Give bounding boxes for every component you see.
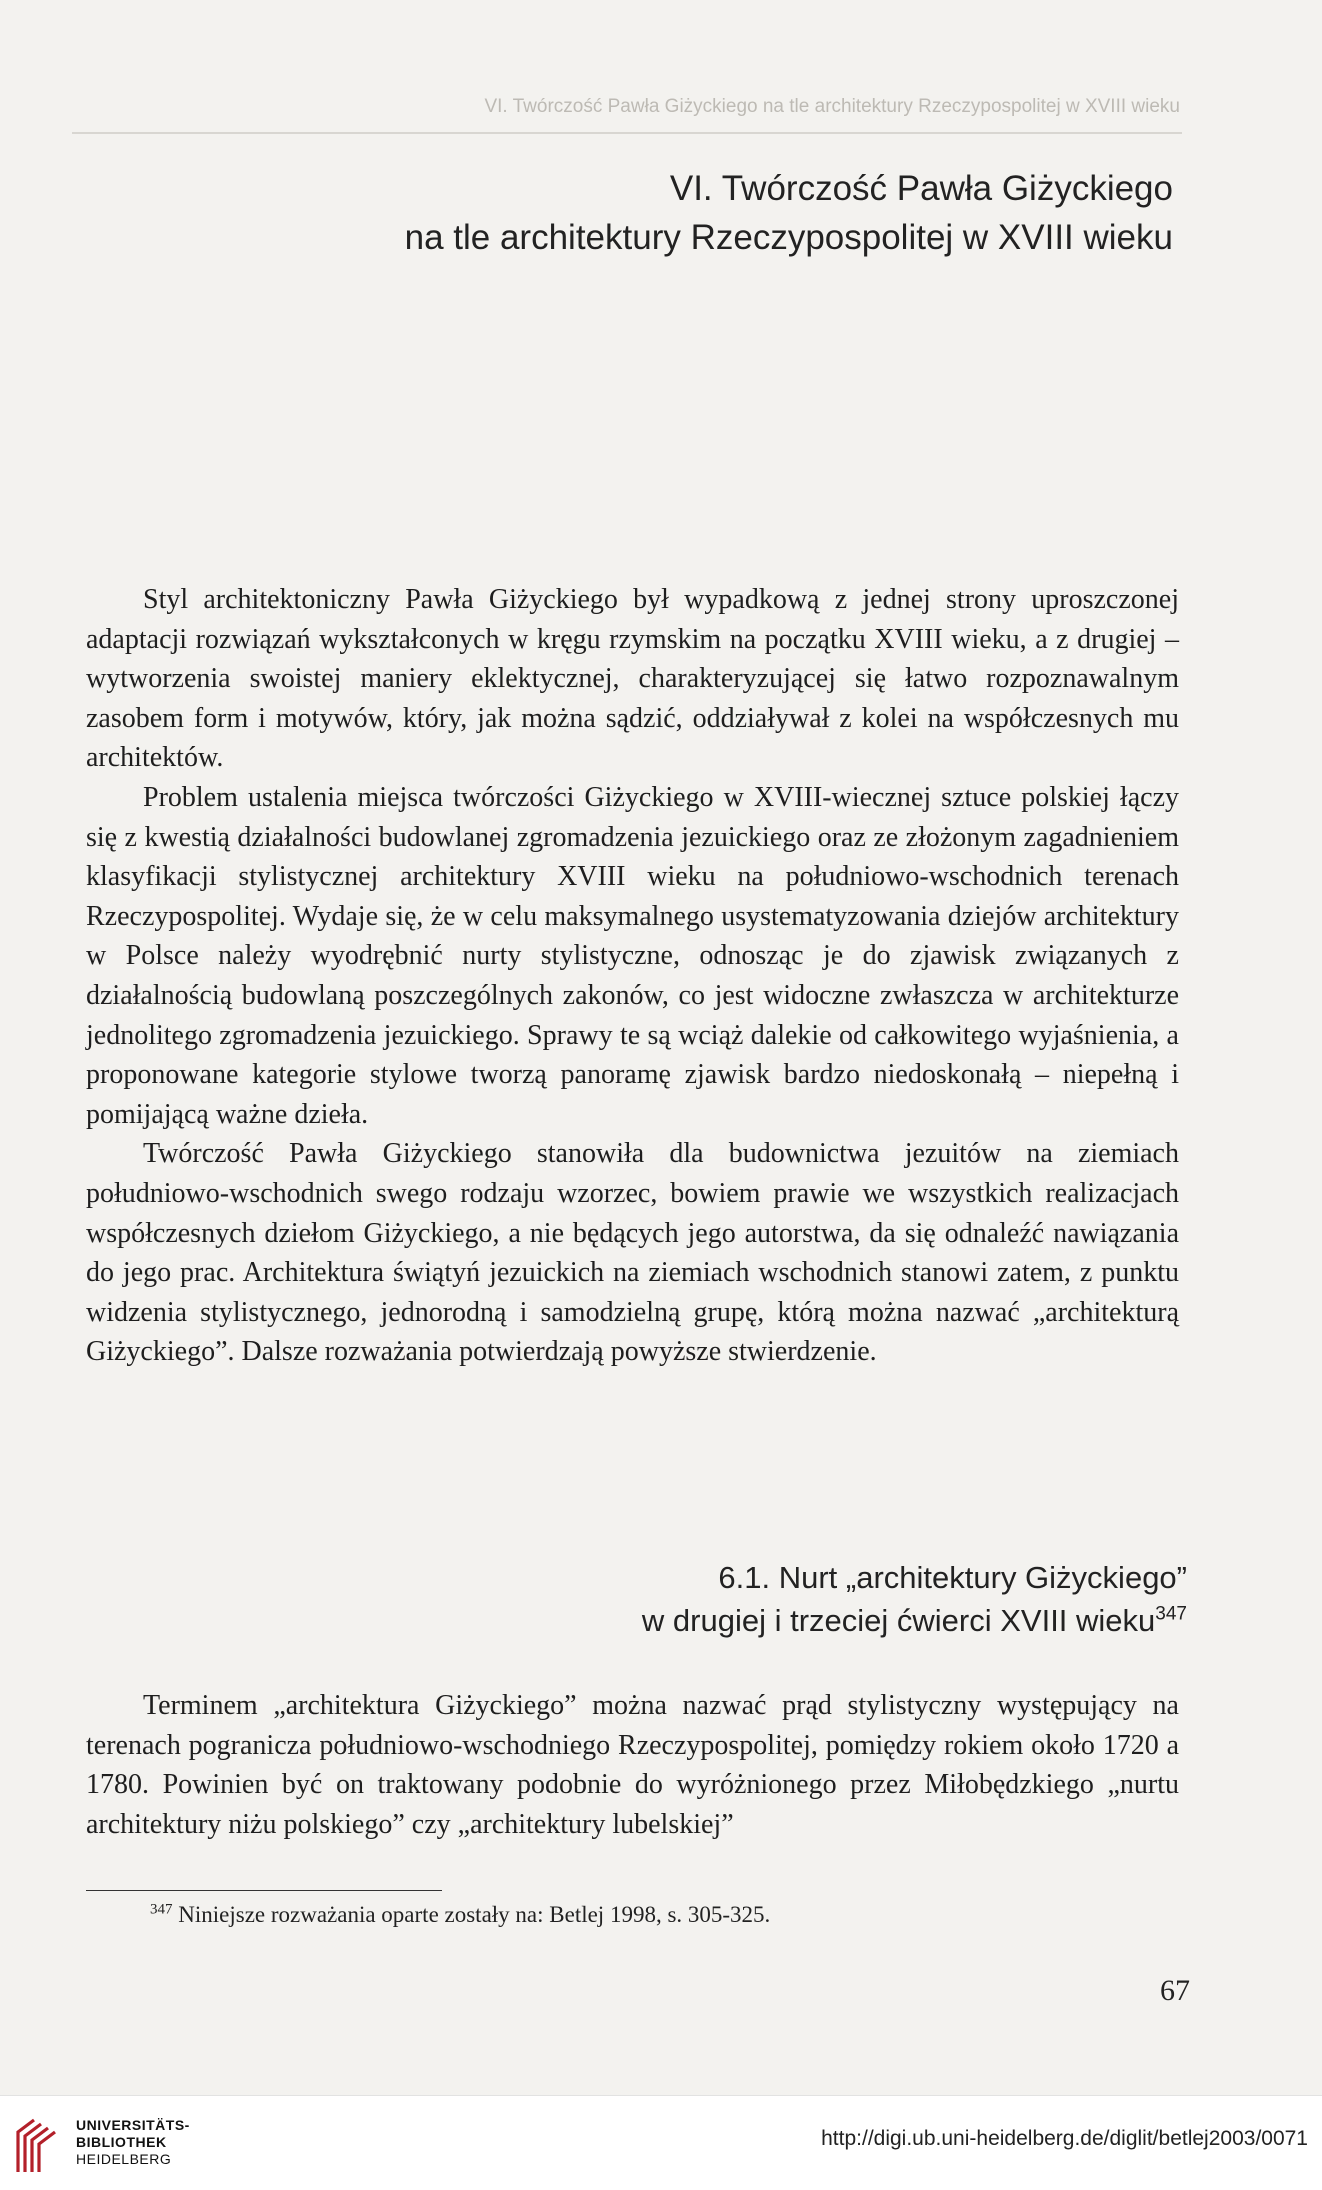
chapter-title-line-2: na tle architektury Rzeczypospolitej w XVIII wieku — [404, 218, 1173, 257]
footnote-reference[interactable]: 347 — [1155, 1603, 1187, 1625]
library-logo-icon[interactable] — [14, 2114, 64, 2174]
library-logo-text — [76, 2117, 190, 2168]
header-rule — [72, 132, 1182, 134]
footnote-text: Niniejsze rozważania oparte zostały na: Betlej 1998, s. 305-325. — [178, 1902, 771, 1927]
section-title-line-2 — [300, 1599, 1187, 1642]
chapter-title-line-1: VI. Twórczość Pawła Giżyckiego — [669, 169, 1173, 208]
section-title-line-1: 6.1. Nurt „architektury Giżyckiego” — [718, 1560, 1187, 1595]
paragraph: Styl architektoniczny Pawła Giżyckiego był wypadkową z jednej strony uproszczonej adaptacji rozwiązań wykształconych w kręgu rzymskim na początku XVIII wieku, a z drugiej – wytworzenia swoistej maniery eklektycznej, charakteryzującej się łatwo rozpoznawalnym zasobem form i motywów, który, jak można sądzić, oddziaływał z kolei na współczesnych mu architektów. — [86, 584, 1179, 774]
section-title-text: w drugiej i trzeciej ćwierci XVIII wieku — [641, 1603, 1156, 1638]
paragraph: Terminem „architektura Giżyckiego” można nazwać prąd stylistyczny występujący na terenach pogranicza południowo-wschodniego Rzeczypospolitej, pomiędzy rokiem około 1720 a 1780. Powinien być on traktowany podobnie do wyróżnionego przez Miłobędzkiego „nurtu architektury niżu polskiego” czy „architektury lubelskiej” — [86, 1690, 1179, 1840]
logo-line-2: BIBLIOTHEK — [76, 2134, 167, 2150]
logo-line-1: UNIVERSITÄTS- — [76, 2117, 190, 2133]
permalink-url[interactable]: http://digi.ub.uni-heidelberg.de/diglit/betlej2003/0071 — [821, 2127, 1308, 2150]
footnote-rule — [86, 1890, 442, 1891]
paragraph: Twórczość Pawła Giżyckiego stanowiła dla budownictwa jezuitów na ziemiach południowo-wschodnich swego rodzaju wzorzec, bowiem prawie we wszystkich realizacjach współczesnych dziełom Giżyckiego, a nie będących jego autorstwa, da się odnaleźć nawiązania do jego prac. Architektura świątyń jezuickich na ziemiach wschodnich stanowi zatem, z punktu widzenia stylistycznego, jednorodną i samodzielną grupę, którą można nazwać „architekturą Giżyckiego”. Dalsze rozważania potwierdzają powyższe stwierdzenie. — [86, 1138, 1179, 1368]
paragraph: Problem ustalenia miejsca twórczości Giżyckiego w XVIII-wiecznej sztuce polskiej łączy się z kwestią działalności budowlanej zgromadzenia jezuickiego oraz ze złożonym zagadnieniem klasyfikacji stylistycznej architektury XVIII wieku na południowo-wschodnich terenach Rzeczypospolitej. Wydaje się, że w celu maksymalnego usystematyzowania dziejów architektury w Polsce należy wyodrębnić nurty stylistyczne, odnosząc je do zjawisk związanych z działalnością budowlaną poszczególnych zakonów, co jest widoczne zwłaszcza w architekturze jednolitego zgromadzenia jezuickiego. Sprawy te są wciąż dalekie od całkowitego wyjaśnienia, a proponowane kategorie stylowe tworzą panoramę zjawisk bardzo niedoskonałą – niepełną i pomijającą ważne dzieła. — [86, 781, 1179, 1130]
section-title — [300, 1556, 1187, 1642]
chapter-title — [200, 164, 1173, 262]
logo-line-3: HEIDELBERG — [76, 2151, 172, 2167]
running-head-bleedthrough: VI. Twórczość Pawła Giżyckiego na tle architektury Rzeczypospolitej w XVIII wieku — [484, 96, 1180, 117]
section-2-body — [86, 1686, 1179, 1844]
page-number: 67 — [1160, 1974, 1190, 2007]
footnote — [150, 1900, 1150, 1930]
footnote-number: 347 — [150, 1901, 173, 1918]
section-1-body — [86, 580, 1179, 1372]
